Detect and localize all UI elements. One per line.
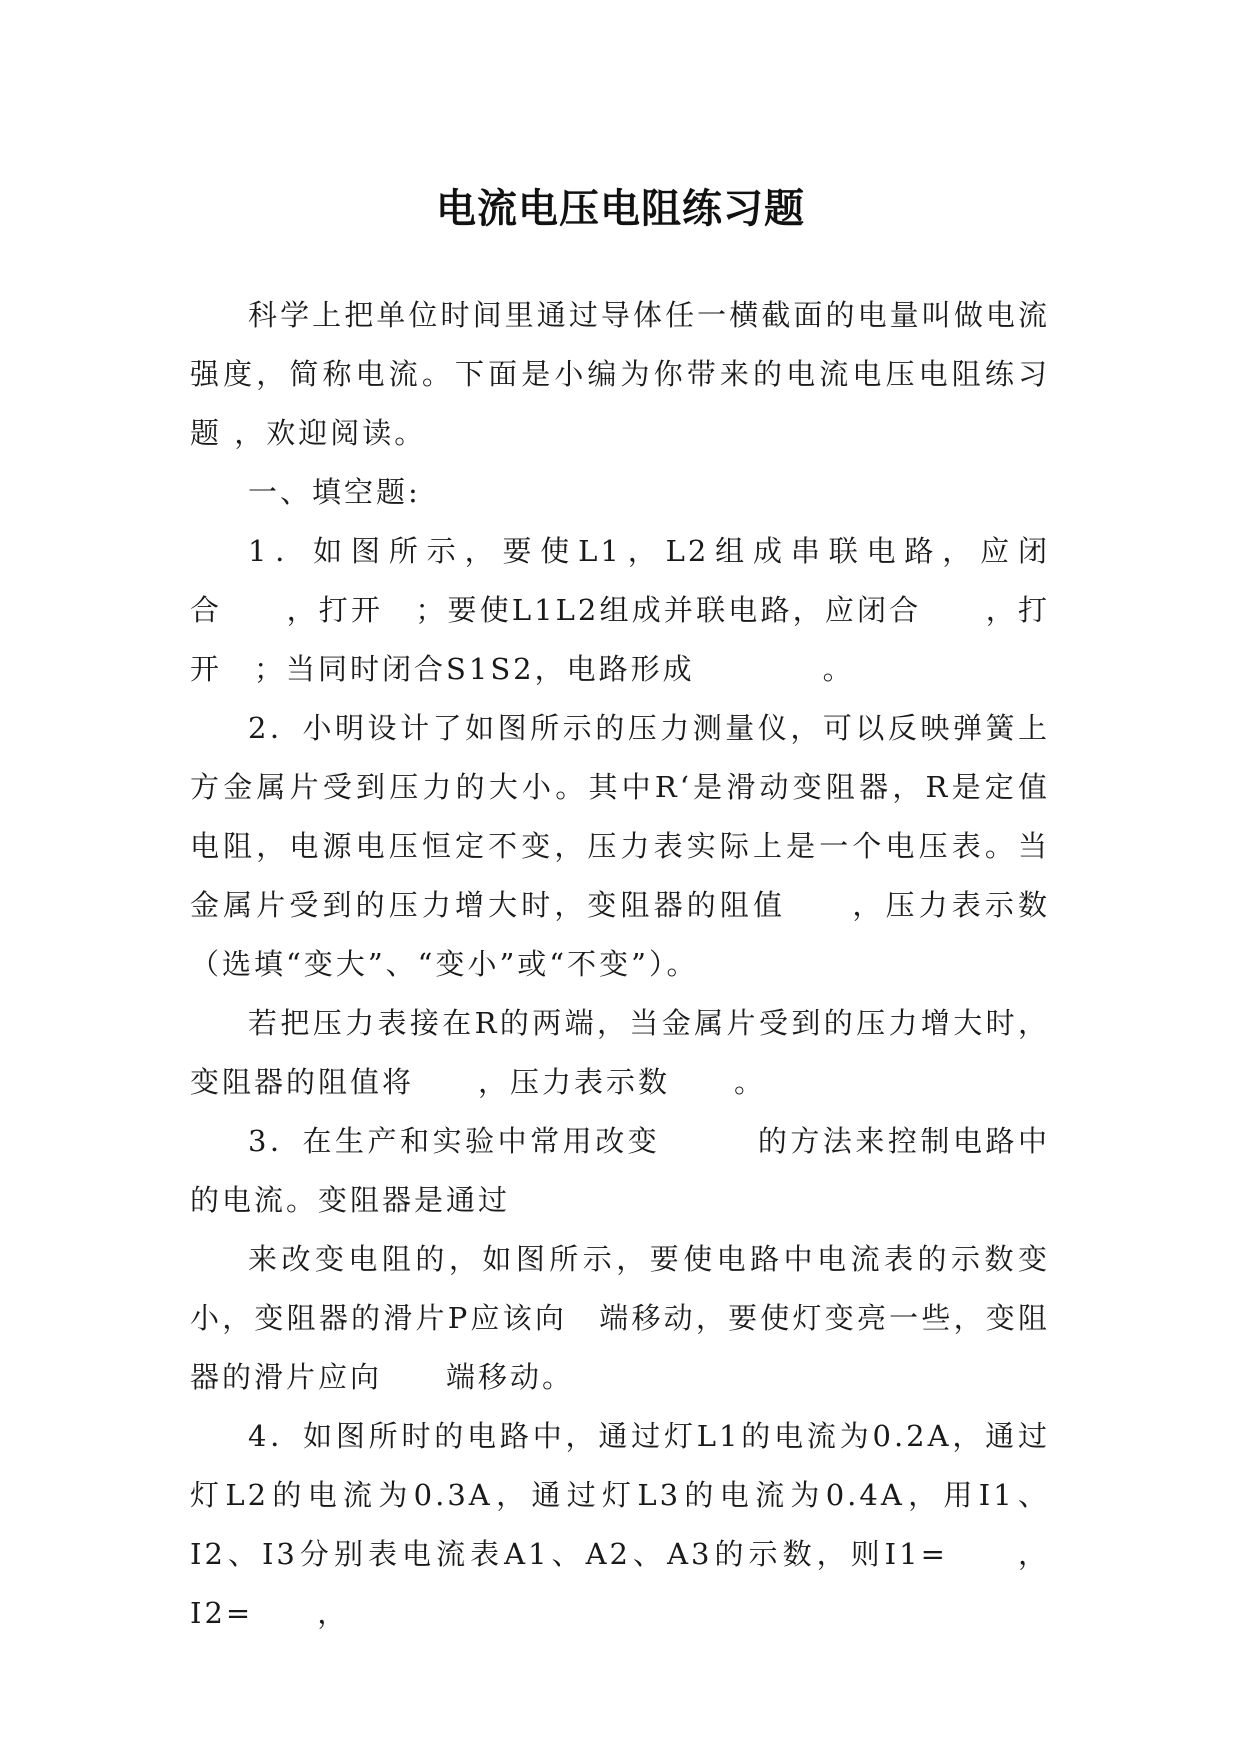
- document-title: 电流电压电阻练习题: [436, 185, 805, 232]
- question-3-continued: 来改变电阻的，如图所示，要使电路中电流表的示数变小，变阻器的滑片P应该向 端移动，要使灯变亮一些，变阻器的滑片应向 端移动。: [190, 1242, 1050, 1394]
- document-body: [190, 286, 1083, 1643]
- section-heading-fill-in-blank: 一、填空题:: [248, 475, 421, 509]
- question-1: 1．如图所示，要使L1，L2组成串联电路，应闭合 ，打开 ；要使L1L2组成并联电路，应闭合 ，打开 ；当同时闭合S1S2，电路形成 。: [190, 534, 1050, 686]
- question-2-continued: 若把压力表接在R的两端，当金属片受到的压力增大时，变阻器的阻值将 ，压力表示数 。: [190, 1006, 1050, 1099]
- intro-paragraph: 科学上把单位时间里通过导体任一横截面的电量叫做电流强度，简称电流。下面是小编为你带来的电流电压电阻练习题 ，欢迎阅读。: [190, 298, 1050, 450]
- question-2: 2．小明设计了如图所示的压力测量仪，可以反映弹簧上方金属片受到压力的大小。其中R‘是滑动变阻器，R是定值电阻，电源电压恒定不变，压力表实际上是一个电压表。当金属片受到的压力增大时，变阻器的阻值 ，压力表示数 （选填“变大”、“变小”或“不变”）。: [190, 711, 1083, 981]
- question-3: 3．在生产和实验中常用改变 的方法来控制电路中的电流。变阻器是通过: [190, 1124, 1050, 1217]
- question-4: 4．如图所时的电路中，通过灯L1的电流为0.2A，通过灯L2的电流为0.3A，通过灯L3的电流为0.4A，用I1、I2、I3分别表电流表A1、A2、A3的示数，则I1= ，I2= ，: [190, 1419, 1050, 1630]
